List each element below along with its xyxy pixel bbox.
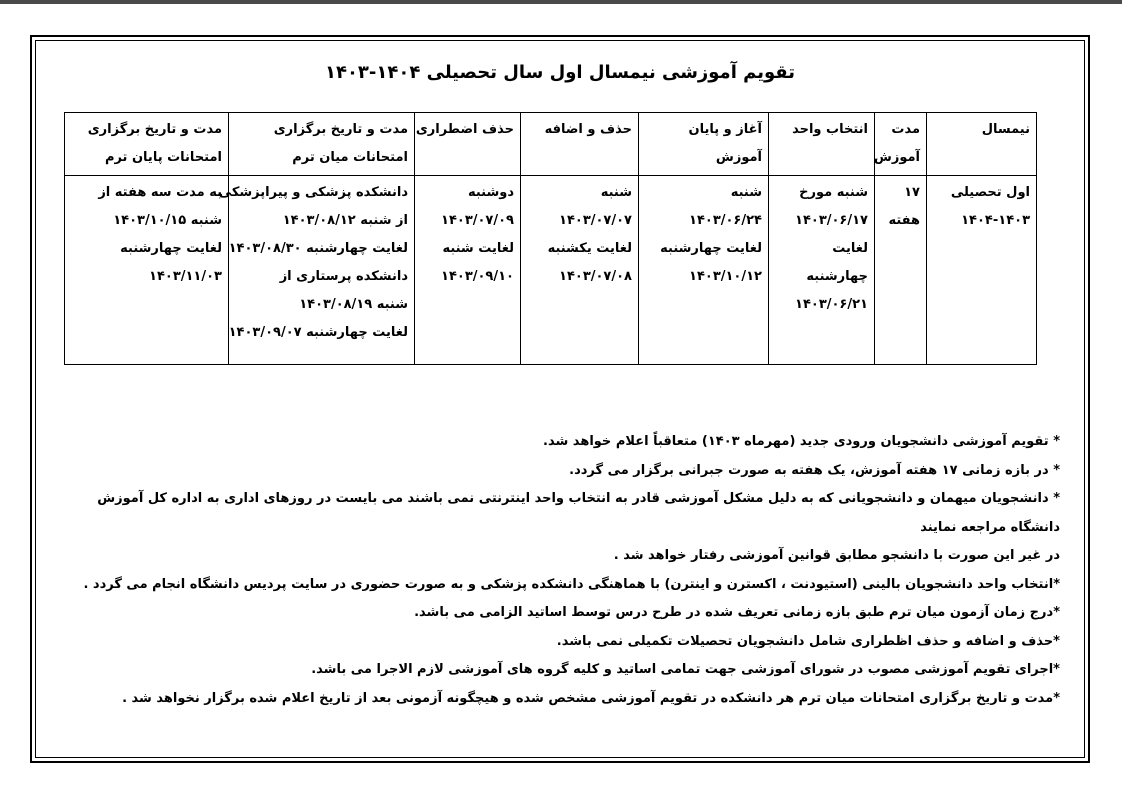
cell-semester: اول تحصیلی ۱۴۰۴-۱۴۰۳ <box>927 176 1037 365</box>
note-item: *اجرای تقویم آموزشی مصوب در شورای آموزشی جهت تمامی اساتید و کلیه گروه های آموزشی لازم الاجرا می باشد. <box>311 662 1060 677</box>
cell-emergency-drop: دوشنبه ۱۴۰۳/۰۷/۰۹ لغایت شنبه ۱۴۰۳/۰۹/۱۰ <box>415 176 521 365</box>
table-row <box>65 176 1037 365</box>
note-item: در غیر این صورت با دانشجو مطابق قوانین آموزشی رفتار خواهد شد . <box>613 548 1060 563</box>
cell-duration: ۱۷ هفته <box>875 176 927 365</box>
table-header-row <box>65 113 1037 176</box>
note-item: * تقویم آموزشی دانشجویان ورودی جدید (مهرماه ۱۴۰۳) متعاقباً اعلام خواهد شد. <box>543 434 1060 449</box>
header-education-start-end: آغاز و پایان آموزش <box>639 113 769 176</box>
header-duration: مدت آموزش <box>875 113 927 176</box>
header-emergency-drop: حذف اضطراری <box>415 113 521 176</box>
header-semester: نیمسال <box>927 113 1037 176</box>
note-item: * در بازه زمانی ۱۷ هفته آموزش، یک هفته به صورت جبرانی برگزار می گردد. <box>569 462 1060 478</box>
header-course-selection: انتخاب واحد <box>769 113 875 176</box>
note-item: *درج زمان آزمون میان ترم طبق بازه زمانی تعریف شده در طرح درس توسط اساتید الزامی می باشد. <box>414 605 1060 620</box>
cell-midterm-exams: دانشکده پزشکی و پیراپزشکی از شنبه ۱۴۰۳/۰۸/۱۲ لغایت چهارشنبه ۱۴۰۳/۰۸/۳۰ دانشکده پرستاری از شنبه ۱۴۰۳/۰۸/۱۹ لغایت چهارشنبه ۱۴۰۳/۰۹/۰۷ <box>229 176 415 365</box>
notes-list <box>70 428 1060 713</box>
cell-final-exams: به مدت سه هفته از شنبه ۱۴۰۳/۱۰/۱۵ لغایت چهارشنبه ۱۴۰۳/۱۱/۰۳ <box>65 176 229 365</box>
header-final-exams: مدت و تاریخ برگزاری امتحانات پایان ترم <box>65 113 229 176</box>
header-midterm-exams: مدت و تاریخ برگزاری امتحانات میان ترم <box>229 113 415 176</box>
academic-calendar-table <box>64 112 1037 365</box>
document-title: تقویم آموزشی نیمسال اول سال تحصیلی ۱۴۰۴-۱۴۰۳ <box>324 62 796 83</box>
cell-add-drop: شنبه ۱۴۰۳/۰۷/۰۷ لغایت یکشنبه ۱۴۰۳/۰۷/۰۸ <box>521 176 639 365</box>
top-border-bar <box>0 0 1122 4</box>
note-item: *حذف و اضافه و حذف اظطراری شامل دانشجویان تحصیلات تکمیلی نمی باشد. <box>556 633 1060 649</box>
note-item: *انتخاب واحد دانشجویان بالینی (استیودنت ، اکسترن و اینترن) با هماهنگی دانشکده پزشکی و به صورت حضوری در سایت پردیس دانشگاه انجام می گردد . <box>83 576 1060 592</box>
cell-education-start-end: شنبه ۱۴۰۳/۰۶/۲۴ لغایت چهارشنبه ۱۴۰۳/۱۰/۱۲ <box>639 176 769 365</box>
header-add-drop: حذف و اضافه <box>521 113 639 176</box>
note-item: *مدت و تاریخ برگزاری امتحانات میان ترم هر دانشکده در تقویم آموزشی مشخص شده و هیچگونه آزمونی بعد از تاریخ اعلام شده برگزار نخواهد شد . <box>122 690 1060 706</box>
cell-course-selection: شنبه مورخ ۱۴۰۳/۰۶/۱۷ لغایت چهارشنبه ۱۴۰۳/۰۶/۲۱ <box>769 176 875 365</box>
note-item: * دانشجویان میهمان و دانشجویانی که به دلیل مشکل آموزشی قادر به انتخاب واحد اینترنتی نمی باشند می بایست در روزهای اداری به اداره کل آموزش دانشگاه مراجعه نمایند <box>97 491 1060 535</box>
